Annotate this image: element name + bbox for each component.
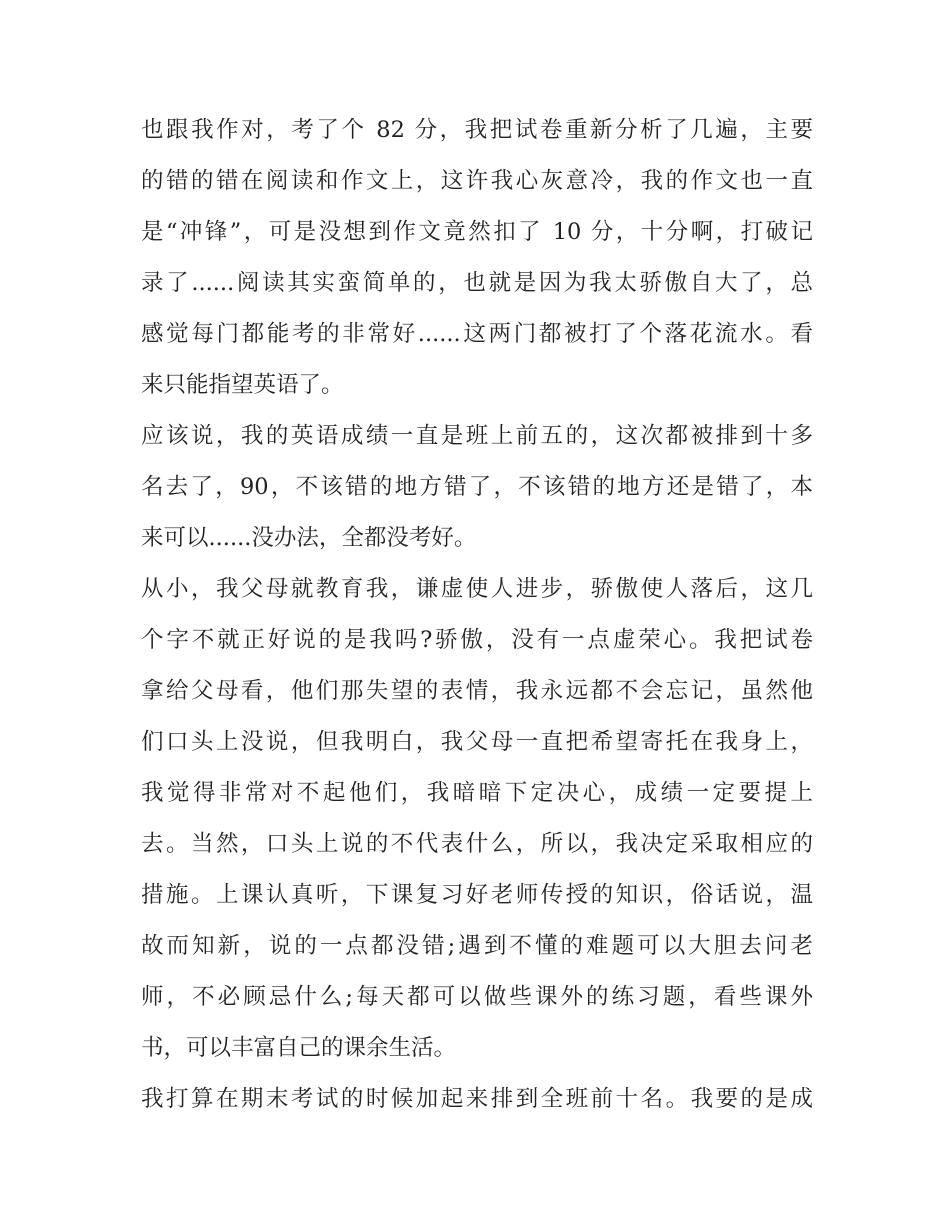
text-line: 措施。上课认真听，下课复习好老师传授的知识，俗话说，温 [141,882,813,908]
text-line: 应该说，我的英语成绩一直是班上前五的，这次都被排到十多 [141,423,813,449]
text-line: 师，不必顾忌什么;每天都可以做些课外的练习题，看些课外 [141,984,813,1010]
text-line: 从小，我父母就教育我，谦虚使人进步，骄傲使人落后，这几 [141,576,813,602]
text-line: 来只能指望英语了。 [141,372,344,398]
text-line: 们口头上没说，但我明白，我父母一直把希望寄托在我身上， [141,729,813,755]
text-line: 拿给父母看，他们那失望的表情，我永远都不会忘记，虽然他 [141,678,813,704]
text-line: 我觉得非常对不起他们，我暗暗下定决心，成绩一定要提上 [141,780,813,806]
text-line: 是“冲锋”，可是没想到作文竟然扣了 10 分，十分啊，打破记 [141,219,813,245]
essay-text [141,105,813,1125]
text-line: 的错的错在阅读和作文上，这许我心灰意冷，我的作文也一直 [141,168,813,194]
text-line: 我打算在期末考试的时候加起来排到全班前十名。我要的是成 [141,1086,813,1112]
text-line: 书，可以丰富自己的课余生活。 [141,1035,457,1061]
text-line: 来可以......没办法，全都没考好。 [141,525,477,551]
text-line: 也跟我作对，考了个 82 分，我把试卷重新分析了几遍，主要 [141,117,813,143]
text-line: 名去了，90，不该错的地方错了，不该错的地方还是错了，本 [141,474,813,500]
text-line: 去。当然，口头上说的不代表什么，所以，我决定采取相应的 [141,831,813,857]
text-line: 录了......阅读其实蛮简单的，也就是因为我太骄傲自大了，总 [141,270,813,296]
text-line: 故而知新，说的一点都没错;遇到不懂的难题可以大胆去问老 [141,933,813,959]
text-line: 感觉每门都能考的非常好......这两门都被打了个落花流水。看 [141,321,813,347]
text-line: 个字不就正好说的是我吗?骄傲，没有一点虚荣心。我把试卷 [141,627,813,653]
